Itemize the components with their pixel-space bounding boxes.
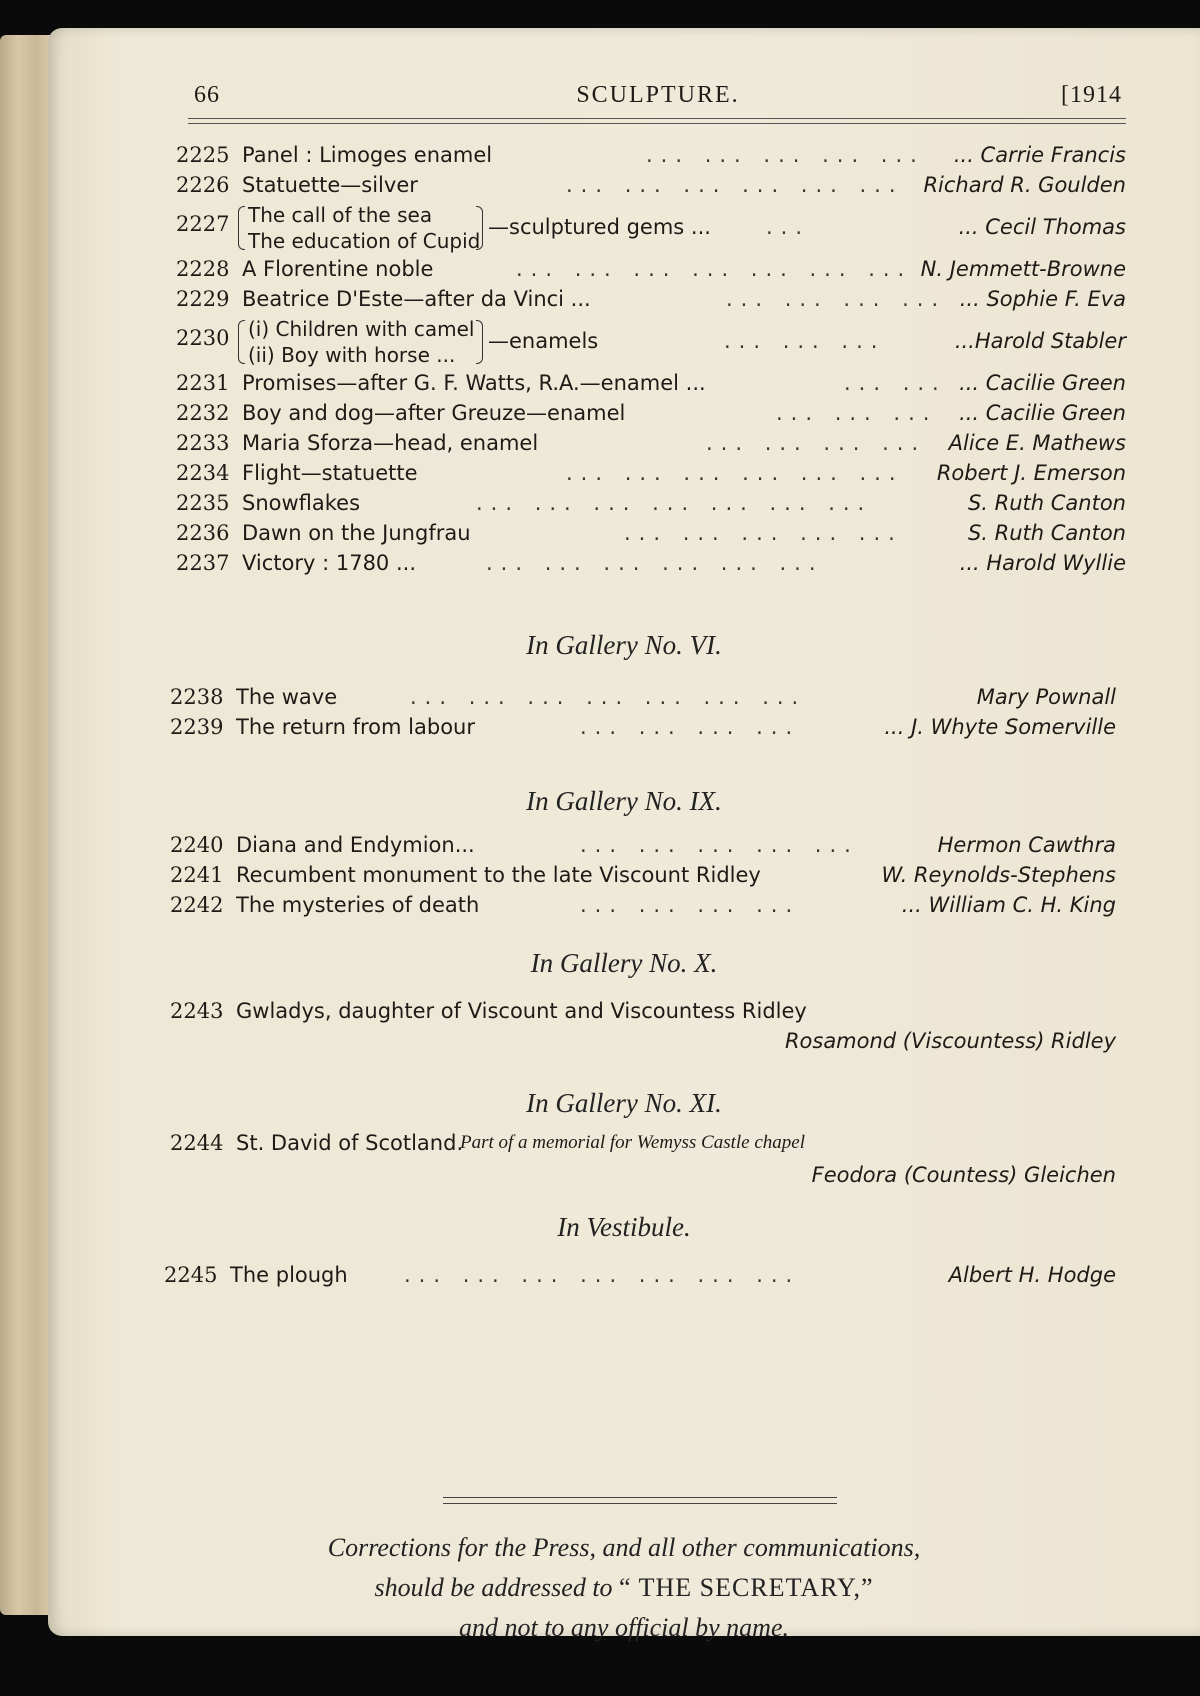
entry-artist: ... Harold Wyllie (959, 551, 1126, 575)
entry-number: 2237 (176, 551, 230, 575)
leader-dots: ... ... ... ... (580, 715, 801, 739)
entry-number: 2229 (176, 287, 230, 311)
list-item (164, 1260, 1116, 1290)
entry-number: 2228 (176, 257, 230, 281)
entry-artist: ...Harold Stabler (954, 329, 1126, 353)
leader-dots: ... ... ... ... ... ... (486, 551, 824, 575)
gallery-ix-entries (170, 830, 1116, 920)
entry-artist: ... Cacilie Green (959, 371, 1126, 395)
group-line: The education of Cupid (248, 229, 481, 253)
footer-note-line: Corrections for the Press, and all other communications, (327, 1533, 921, 1562)
list-item (176, 458, 1126, 488)
entry-number: 2233 (176, 431, 230, 455)
group-label: —enamels (488, 329, 599, 353)
group-line: The call of the sea (248, 203, 433, 227)
entry-number: 2240 (170, 833, 224, 857)
entry-title: Diana and Endymion... (236, 833, 475, 857)
entry-title: Panel : Limoges enamel (242, 143, 493, 167)
running-header (194, 82, 1122, 116)
entry-number: 2245 (164, 1263, 218, 1287)
entry-title: The mysteries of death (236, 893, 480, 917)
entry-artist: ... Sophie F. Eva (959, 287, 1126, 311)
list-item-continued (170, 1158, 1116, 1192)
entry-title: Gwladys, daughter of Viscount and Viscountess Ridley (236, 999, 807, 1023)
list-item (176, 254, 1126, 284)
list-item (176, 284, 1126, 314)
leader-dots: ... ... ... ... ... ... ... (516, 257, 913, 281)
entry-artist: Hermon Cawthra (937, 833, 1116, 857)
leader-dots: ... ... ... ... ... ... ... (476, 491, 873, 515)
entry-title: A Florentine noble (242, 257, 434, 281)
list-item (176, 518, 1126, 548)
gallery-heading-x: In Gallery No. X. (530, 948, 718, 978)
entry-artist: Feodora (Countess) Gleichen (811, 1163, 1116, 1187)
gallery-vi-entries (170, 682, 1116, 742)
entry-number: 2244 (170, 1131, 224, 1155)
list-item (170, 682, 1116, 712)
entry-title: Recumbent monument to the late Viscount Ridley (236, 863, 761, 887)
footer-note-text: should be addressed to (374, 1573, 613, 1602)
entry-artist: W. Reynolds-Stephens (881, 863, 1116, 887)
entry-title: St. David of Scotland. (236, 1131, 464, 1155)
entry-title: Victory : 1780 ... (242, 551, 416, 575)
gallery-xi-entries (170, 1128, 1116, 1192)
footer-rule (443, 1497, 837, 1504)
entry-artist: Robert J. Emerson (936, 461, 1126, 485)
leader-dots: ... ... ... (724, 329, 886, 353)
entry-title: Promises—after G. F. Watts, R.A.—enamel ... (242, 371, 706, 395)
list-item (176, 200, 1126, 254)
right-brace (476, 206, 483, 250)
leader-dots: ... ... ... ... ... ... (566, 461, 904, 485)
list-item-continued (170, 1026, 1116, 1056)
entry-number: 2227 (176, 212, 230, 236)
leader-dots: ... ... ... ... (580, 893, 801, 917)
list-item (176, 314, 1126, 368)
group-label: —sculptured gems ... (488, 215, 711, 239)
gallery-heading-ix: In Gallery No. IX. (526, 786, 722, 816)
entry-artist: ... Carrie Francis (953, 143, 1126, 167)
entry-title: Dawn on the Jungfrau (242, 521, 471, 545)
entry-artist: S. Ruth Canton (967, 491, 1126, 515)
footer-note (48, 1528, 1200, 1648)
leader-dots: ... ... ... ... ... (624, 521, 903, 545)
entry-artist: Mary Pownall (976, 685, 1116, 709)
entry-artist: Richard R. Goulden (923, 173, 1126, 197)
entry-title: Statuette—silver (242, 173, 418, 197)
footer-note-line: and not to any official by name. (458, 1613, 789, 1642)
entry-title: Maria Sforza—head, enamel (242, 431, 539, 455)
list-item (170, 712, 1116, 742)
vestibule-heading: In Vestibule. (557, 1212, 691, 1242)
entry-title: The wave (236, 685, 338, 709)
entry-artist: ... Cacilie Green (959, 401, 1126, 425)
entry-number: 2242 (170, 893, 224, 917)
list-item (176, 140, 1126, 170)
page-number: 66 (194, 82, 220, 108)
list-item (170, 1128, 1116, 1158)
entry-number: 2234 (176, 461, 230, 485)
entry-title: Beatrice D'Este—after da Vinci ... (242, 287, 591, 311)
entry-number: 2230 (176, 326, 230, 350)
entry-number: 2243 (170, 999, 224, 1023)
leader-dots: ... ... ... ... ... ... ... (404, 1263, 801, 1287)
entry-artist: ... J. Whyte Somerville (884, 715, 1116, 739)
entry-artist: Alice E. Mathews (948, 431, 1126, 455)
list-item (176, 548, 1126, 578)
list-item (176, 488, 1126, 518)
entry-number: 2241 (170, 863, 224, 887)
left-brace (238, 206, 245, 250)
entry-number: 2236 (176, 521, 230, 545)
list-item (170, 860, 1116, 890)
entry-note: Part of a memorial for Wemyss Castle chapel (460, 1132, 805, 1153)
entry-title: Flight—statuette (242, 461, 418, 485)
leader-dots: ... ... ... ... ... (580, 833, 859, 857)
right-brace (476, 320, 483, 364)
leader-dots: ... ... ... ... ... ... ... (410, 685, 807, 709)
entry-number: 2239 (170, 715, 224, 739)
entry-number: 2231 (176, 371, 230, 395)
leader-dots: ... ... ... ... (706, 431, 927, 455)
section-title: SCULPTURE. (576, 82, 740, 108)
leader-dots: ... ... (844, 371, 947, 395)
list-item (176, 428, 1126, 458)
gallery-heading-xi: In Gallery No. XI. (526, 1088, 722, 1118)
entry-title: Boy and dog—after Greuze—enamel (242, 401, 626, 425)
entry-artist: Rosamond (Viscountess) Ridley (784, 1029, 1116, 1053)
leader-dots: ... ... ... ... ... ... (566, 173, 904, 197)
entry-artist: S. Ruth Canton (967, 521, 1126, 545)
leader-dots: ... ... ... ... ... (646, 143, 925, 167)
group-line: (ii) Boy with horse ... (248, 343, 456, 367)
footer-note-line (48, 1568, 1200, 1608)
list-item (176, 398, 1126, 428)
entry-number: 2238 (170, 685, 224, 709)
footer-note-caps: “ THE SECRETARY,” (619, 1573, 874, 1602)
list-item (170, 890, 1116, 920)
gallery-x-entries (170, 996, 1116, 1056)
leader-dots: ... (766, 215, 811, 239)
catalogue-year: [1914 (1061, 82, 1122, 108)
leader-dots: ... ... ... (776, 401, 938, 425)
entry-number: 2225 (176, 143, 230, 167)
list-item (176, 170, 1126, 200)
list-item (170, 830, 1116, 860)
entry-artist: ... Cecil Thomas (958, 215, 1126, 239)
sculpture-entries (176, 140, 1126, 578)
entry-number: 2232 (176, 401, 230, 425)
book-page (48, 28, 1200, 1642)
vestibule-entries (164, 1260, 1116, 1290)
entry-title: Snowflakes (242, 491, 361, 515)
entry-artist: Albert H. Hodge (948, 1263, 1116, 1287)
entry-artist: N. Jemmett-Browne (920, 257, 1126, 281)
list-item (170, 996, 1116, 1026)
entry-number: 2235 (176, 491, 230, 515)
entry-number: 2226 (176, 173, 230, 197)
entry-artist: ... William C. H. King (901, 893, 1116, 917)
entry-title: The return from labour (236, 715, 475, 739)
group-line: (i) Children with camel (248, 317, 475, 341)
gallery-heading-vi: In Gallery No. VI. (526, 630, 722, 660)
entry-title: The plough (230, 1263, 348, 1287)
header-rule (188, 118, 1126, 124)
leader-dots: ... ... ... ... (726, 287, 947, 311)
left-brace (238, 320, 245, 364)
list-item (176, 368, 1126, 398)
